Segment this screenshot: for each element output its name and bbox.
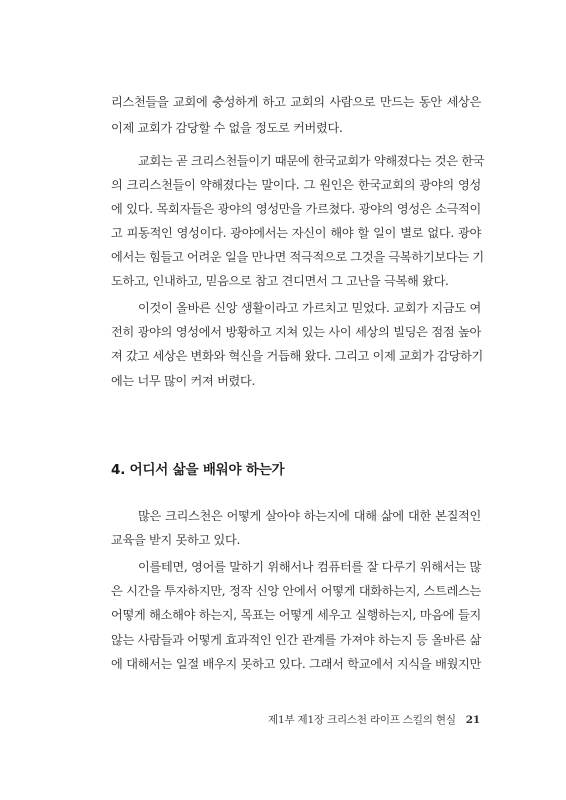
body-line: 이것이 올바른 신앙 생활이라고 가르치고 믿었다. 교회가 지금도 여: [138, 301, 481, 315]
section-heading: 4. 어디서 삶을 배워야 하는가: [111, 462, 285, 478]
body-line: 져 갔고 세상은 변화와 혁신을 거듭해 왔다. 그리고 이제 교회가 감당하기: [111, 349, 484, 363]
running-head: 제1부 제1장 크리스천 라이프 스킬의 현실: [268, 714, 456, 726]
body-line: 도하고, 인내하고, 믿음으로 참고 견디면서 그 고난을 극복해 왔다.: [111, 274, 449, 288]
body-line: 어떻게 해소해야 하는지, 목표는 어떻게 세우고 실행하는지, 마음에 들지: [111, 608, 481, 622]
body-line: 않는 사람들과 어떻게 효과적인 인간 관계를 가져야 하는지 등 올바른 삶: [111, 633, 481, 647]
body-line: 전히 광야의 영성에서 방황하고 지쳐 있는 사이 세상의 빌딩은 점점 높아: [111, 325, 481, 339]
body-line: 의 크리스천들이 약해졌다는 말이다. 그 원인은 한국교회의 광야의 영성: [111, 178, 481, 192]
body-line: 에는 너무 많이 커져 버렸다.: [111, 374, 256, 388]
page-footer: [268, 712, 480, 727]
body-line: 많은 크리스천은 어떻게 살아야 하는지에 대해 삶에 대한 본질적인: [138, 509, 481, 523]
body-line: 고 피동적인 영성이다. 광야에서는 자신이 해야 할 일이 별로 없다. 광야: [111, 226, 481, 240]
body-line: 교회는 곧 크리스천들이기 때문에 한국교회가 약해졌다는 것은 한국: [138, 154, 485, 168]
body-line: 이제 교회가 감당할 수 없을 정도로 커버렸다.: [111, 121, 343, 135]
page-number: 21: [465, 714, 480, 726]
body-line: 리스천들을 교회에 충성하게 하고 교회의 사람으로 만드는 동안 세상은: [111, 95, 481, 109]
body-line: 교육을 받지 못하고 있다.: [111, 533, 241, 547]
body-line: 이를테면, 영어를 말하기 위해서나 컴퓨터를 잘 다루기 위해서는 많: [138, 560, 481, 574]
body-line: 에 대해서는 일절 배우지 못하고 있다. 그래서 학교에서 지식을 배웠지만: [111, 657, 481, 671]
body-line: 에 있다. 목회자들은 광야의 영성만을 가르쳤다. 광야의 영성은 소극적이: [111, 202, 481, 216]
body-line: 은 시간을 투자하지만, 정작 신앙 안에서 어떻게 대화하는지, 스트레스는: [111, 584, 481, 598]
body-line: 에서는 힘들고 어려운 일을 만나면 적극적으로 그것을 극복하기보다는 기: [111, 250, 484, 264]
